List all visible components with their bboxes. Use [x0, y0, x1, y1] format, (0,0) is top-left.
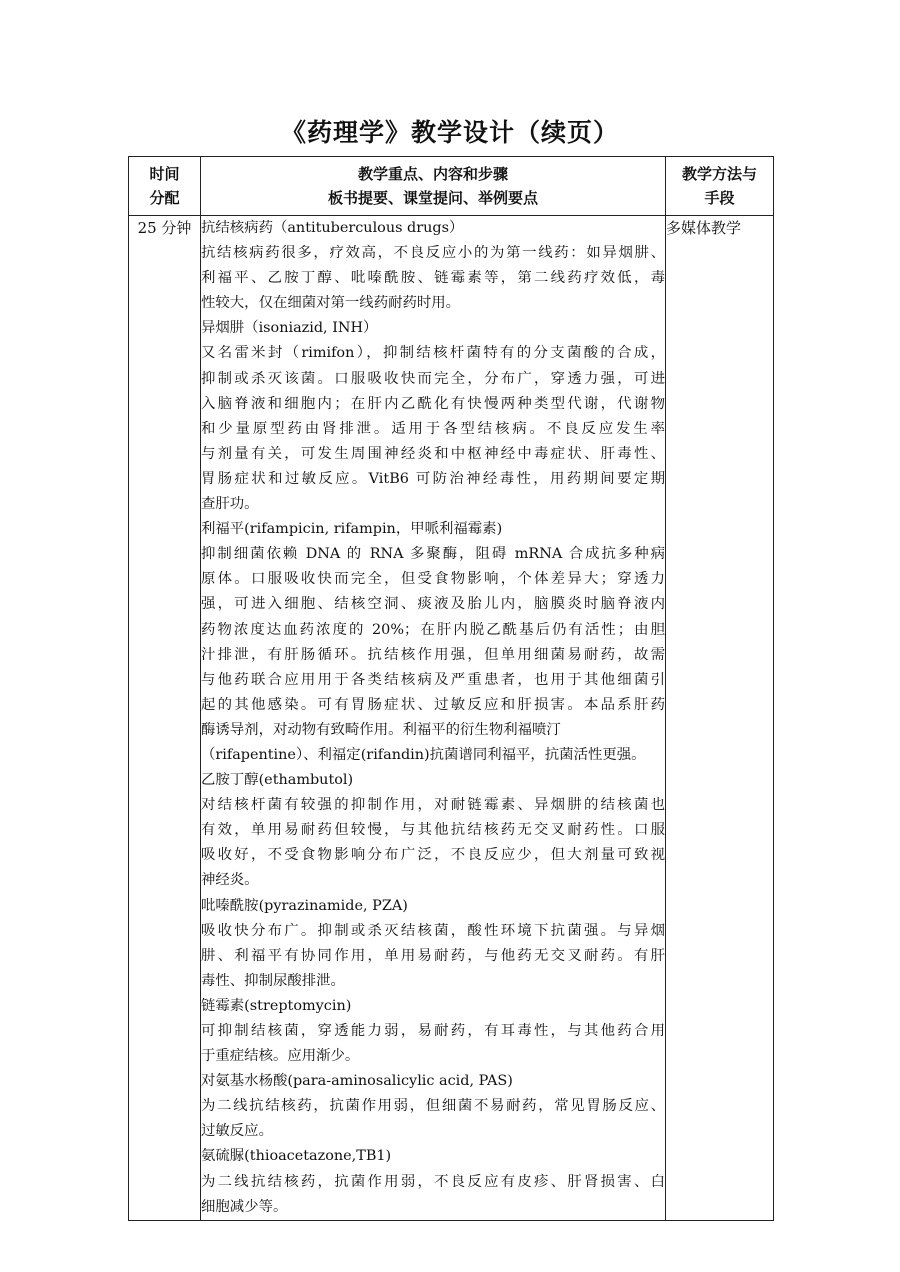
content-line: 和少量原型药由肾排泄。适用于各型结核病。不良反应发生率	[201, 420, 665, 437]
content-line: 抗结核病药（antituberculous drugs）	[201, 220, 464, 236]
content-line: 与他药联合应用用于各类结核病及严重患者，也用于其他细菌引	[201, 671, 665, 688]
content-cell	[201, 216, 666, 1221]
content-line: 异烟肼（isoniazid, INH）	[201, 320, 378, 337]
content-line: 利福平(rifampicin, rifampin，甲哌利福霉素)	[201, 521, 503, 538]
content-line: 有效，单用易耐药但较慢，与其他抗结核药无交叉耐药性。口服	[201, 822, 665, 839]
content-line: 又名雷米封（rimifon），抑制结核杆菌特有的分支菌酸的合成，	[201, 345, 665, 362]
content-line: 吸收好，不受食物影响分布广泛，不良反应少，但大剂量可致视	[201, 847, 665, 864]
content-line: 对氨基水杨酸(para-aminosalicylic acid, PAS)	[201, 1073, 513, 1090]
header-method-line-2: 手段	[704, 189, 735, 207]
header-time-line-1: 时间	[149, 165, 180, 183]
header-time-line-2: 分配	[149, 189, 180, 207]
header-content	[201, 157, 666, 216]
content-line: 吸收快分布广。抑制或杀灭结核菌，酸性环境下抗菌强。与异烟	[201, 922, 665, 939]
content-line: 于重症结核。应用渐少。	[201, 1048, 360, 1065]
content-line: 抑制或杀灭该菌。口服吸收快而完全，分布广，穿透力强，可进	[201, 370, 665, 387]
content-line: 起的其他感染。可有胃肠症状、过敏反应和肝损害。本品系肝药	[201, 696, 665, 713]
content-line: 入脑脊液和细胞内；在肝内乙酰化有快慢两种类型代谢，代谢物	[201, 395, 665, 412]
content-line: 原体。口服吸收快而完全，但受食物影响，个体差异大；穿透力	[201, 571, 665, 588]
content-line: 与剂量有关，可发生周围神经炎和中枢神经中毒症状、肝毒性、	[201, 445, 665, 462]
content-line: 氨硫脲(thioacetazone,TB1)	[201, 1148, 392, 1165]
content-line: 抗结核病药很多，疗效高，不良反应小的为第一线药：如异烟肼、	[201, 245, 665, 262]
content-line: 抑制细菌依赖 DNA 的 RNA 多聚酶，阻碍 mRNA 合成抗多种病	[201, 546, 665, 563]
content-line: 为二线抗结核药，抗菌作用弱，但细菌不易耐药，常见胃肠反应、	[201, 1098, 665, 1115]
content-line: 链霉素(streptomycin)	[201, 997, 352, 1014]
content-line: 药物浓度达血药浓度的 20%；在肝内脱乙酰基后仍有活性；由胆	[201, 621, 665, 638]
content-lines	[201, 216, 665, 1220]
content-line: 对结核杆菌有较强的抑制作用，对耐链霉素、异烟肼的结核菌也	[201, 797, 665, 814]
content-line: 利福平、乙胺丁醇、吡嗪酰胺、链霉素等，第二线药疗效低，毒	[201, 270, 665, 287]
content-line: 酶诱导剂，对动物有致畸作用。利福平的衍生物利福喷汀	[201, 721, 561, 738]
lesson-plan-table	[128, 156, 774, 1221]
table-row	[129, 216, 774, 1221]
content-line: 胃肠症状和过敏反应。VitB6 可防治神经毒性，用药期间要定期	[201, 470, 665, 487]
header-content-line-1: 教学重点、内容和步骤	[357, 165, 508, 183]
content-line: 肼、利福平有协同作用，单用易耐药，与他药无交叉耐药。有肝	[201, 947, 665, 964]
header-time	[129, 157, 201, 216]
page-title: 《药理学》教学设计（续页）	[280, 118, 619, 147]
content-line: 吡嗪酰胺(pyrazinamide, PZA)	[201, 897, 408, 914]
time-cell: 25 分钟	[129, 216, 201, 1221]
method-cell: 多媒体教学	[666, 216, 774, 1221]
header-content-line-2: 板书提要、课堂提问、举例要点	[327, 189, 538, 207]
content-line: 神经炎。	[201, 872, 259, 889]
header-method-line-1: 教学方法与	[681, 165, 757, 183]
content-line: 可抑制结核菌，穿透能力弱，易耐药，有耳毒性，与其他药合用	[201, 1023, 665, 1039]
content-line: 性较大，仅在细菌对第一线药耐药时用。	[201, 295, 461, 312]
content-line: （rifapentine）、利福定(rifandin)抗菌谱同利福平，抗菌活性更强。	[201, 746, 646, 763]
header-method	[666, 157, 774, 216]
content-line: 汁排泄，有肝肠循环。抗结核作用强，但单用细菌易耐药，故需	[201, 646, 665, 663]
content-line: 查肝功。	[201, 496, 259, 513]
content-line: 细胞减少等。	[201, 1198, 288, 1215]
content-line: 过敏反应。	[201, 1123, 273, 1140]
content-line: 乙胺丁醇(ethambutol)	[201, 772, 354, 789]
table-header-row	[129, 157, 774, 216]
content-line: 强，可进入细胞、结核空洞、痰液及胎儿内，脑膜炎时脑脊液内	[201, 596, 665, 613]
content-line: 为二线抗结核药，抗菌作用弱，不良反应有皮疹、肝肾损害、白	[201, 1173, 665, 1190]
content-line: 毒性、抑制尿酸排泄。	[201, 972, 345, 989]
